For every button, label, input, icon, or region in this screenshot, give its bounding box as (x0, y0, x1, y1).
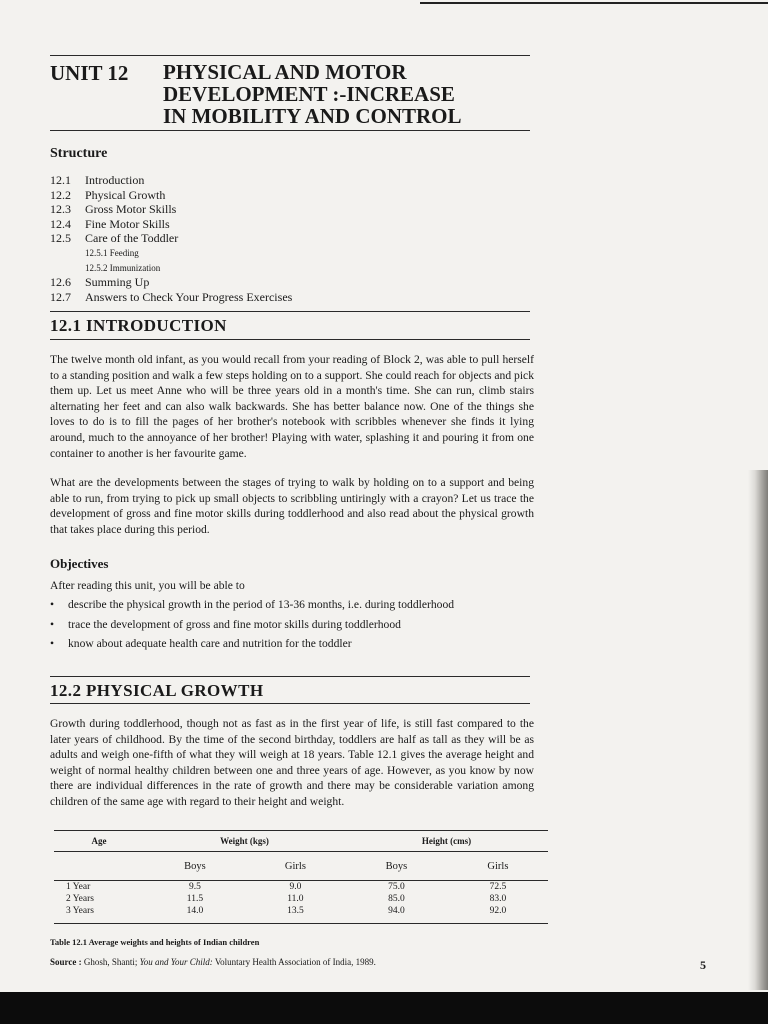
cell-age: 2 Years (66, 894, 94, 904)
header-height: Height (cms) (421, 836, 472, 846)
cell-age: 3 Years (66, 906, 94, 916)
table-header-rule (54, 851, 548, 852)
subheader-weight-boys: Boys (184, 860, 206, 872)
intro-top-rule (50, 311, 530, 312)
cell-age: 1 Year (66, 882, 91, 892)
growth-paragraph: Growth during toddlerhood, though not as fast as in the first year of life, is still fast compared to the later years of childhood. By the time of the second birthday, toddlers are half as tall as they will be as adults and weigh one-fifth of what they will weigh at 18 years. Table 12.1 gives the average height and weight of normal healthy children between one and three years of age. However, as you know by now there are individual differences in the rate of growth and there may be considerable variation among children of the same age with regard to their height and weight. (50, 717, 534, 808)
toc-number: 12.6 (50, 275, 71, 290)
header-age: Age (91, 836, 107, 846)
objectives-lead: After reading this unit, you will be able to (50, 579, 245, 592)
objective-text: know about adequate health care and nutrition for the toddler (68, 637, 352, 651)
unit-number: UNIT 12 (50, 61, 129, 85)
source-author: Ghosh, Shanti; (83, 957, 138, 967)
toc-number: 12.1 (50, 173, 71, 187)
toc-item (50, 231, 292, 246)
objectives-heading: Objectives (50, 556, 109, 571)
bullet-icon: • (50, 617, 55, 631)
cell-weight-boys: 9.5 (189, 882, 201, 892)
cell-height-girls: 83.0 (489, 894, 507, 904)
growth-heading: 12.2 PHYSICAL GROWTH (50, 681, 264, 700)
source-title: You and Your Child: (139, 957, 213, 967)
list-item (50, 618, 534, 633)
bullet-icon: • (50, 637, 55, 651)
list-item (50, 598, 534, 613)
toc-label: Answers to Check Your Progress Exercises (85, 289, 293, 304)
table-row (54, 893, 548, 905)
toc-label: Care of the Toddler (85, 231, 179, 246)
growth-table (54, 831, 548, 917)
list-item (50, 637, 534, 652)
toc-item (50, 202, 292, 217)
cell-weight-girls: 13.5 (287, 906, 304, 916)
cell-weight-boys: 14.0 (186, 906, 204, 916)
toc-item (50, 275, 292, 290)
unit-title-line-2: DEVELOPMENT :-INCREASE (163, 82, 455, 106)
unit-title-line-1: PHYSICAL AND MOTOR (163, 60, 407, 84)
cell-height-boys: 75.0 (388, 882, 405, 892)
intro-heading: 12.1 INTRODUCTION (50, 316, 227, 335)
subheader-height-girls: Girls (487, 860, 509, 872)
unit-title-line-3: IN MOBILITY AND CONTROL (163, 104, 462, 128)
intro-paragraph-1: The twelve month old infant, as you would recall from your reading of Block 2, was able to pull herself to a standing position and walk a few steps holding on to a support. She could reach for objects and pick them up. Let us meet Anne who will be three years old in a month's time. She can run, climb stairs alternating her feet and can also walk backwards. She has better balance now. One of the things she loves to do is to fill the pages of her brother's notebook with scribbles whenever she finds it lying around, much to the annoyance of her brother! Playing with water, splashing it and pouring it from one container to another is her favourite game. (50, 353, 534, 460)
table-source (50, 957, 376, 967)
cell-height-boys: 94.0 (388, 906, 405, 916)
toc-number: 12.7 (50, 289, 71, 304)
toc-label: Fine Motor Skills (85, 216, 170, 231)
toc-number: 12.2 (50, 187, 71, 202)
subheader-weight-girls: Girls (284, 860, 306, 872)
toc-label: Physical Growth (85, 187, 166, 202)
objective-text: describe the physical growth in the period of 13-36 months, i.e. during toddlerhood (68, 598, 455, 611)
objective-text: trace the development of gross and fine motor skills during toddlerhood (68, 617, 401, 631)
table-bottom-rule (54, 923, 548, 924)
table-subheader-row (54, 851, 548, 881)
toc-number: 12.5 (50, 231, 71, 246)
table-row (54, 905, 548, 917)
bottom-scan-band (0, 992, 768, 1024)
page-binding-shadow (748, 470, 768, 990)
header-weight: Weight (kgs) (220, 836, 269, 846)
table-caption: Table 12.1 Average weights and heights of Indian children (50, 937, 260, 947)
source-publisher: Voluntary Health Association of India, 1989. (214, 957, 376, 967)
toc-subitem: 12.5.2 Immunization (85, 262, 161, 273)
intro-bottom-rule (50, 339, 530, 340)
intro-paragraph-2: What are the developments between the stages of trying to walk by holding on to a support and being able to run, from trying to pick up small objects to scribbling untiringly with a crayon? Let us trace the development of gross and fine motor skills during toddlerhood and also read about the physical growth that takes place during this period. (50, 476, 534, 536)
header-top-rule (50, 55, 530, 56)
toc-item (50, 290, 292, 305)
toc-item (50, 173, 292, 188)
bullet-icon: • (50, 598, 55, 611)
cell-weight-girls: 11.0 (287, 894, 304, 904)
toc-label: Summing Up (85, 275, 150, 290)
cell-height-boys: 85.0 (388, 894, 405, 904)
top-edge-line (420, 2, 768, 4)
source-label: Source : (50, 957, 82, 967)
toc-number: 12.4 (50, 216, 71, 231)
cell-weight-boys: 11.5 (186, 894, 204, 904)
toc-item (50, 188, 292, 203)
structure-list (50, 173, 292, 304)
toc-item (50, 217, 292, 232)
page-number: 5 (700, 958, 706, 972)
toc-subitem: 12.5.1 Feeding (85, 247, 139, 258)
table-header-row (54, 831, 548, 851)
toc-number: 12.3 (50, 202, 71, 217)
table-subheader-rule (54, 880, 548, 881)
unit-title (163, 61, 462, 127)
cell-height-girls: 72.5 (489, 882, 507, 892)
subheader-height-boys: Boys (385, 860, 408, 872)
toc-label: Introduction (85, 173, 145, 187)
objectives-list (50, 598, 534, 657)
cell-weight-girls: 9.0 (289, 882, 302, 892)
header-bottom-rule (50, 130, 530, 131)
growth-top-rule (50, 676, 530, 677)
cell-height-girls: 92.0 (489, 906, 507, 916)
growth-bottom-rule (50, 703, 530, 704)
table-row (54, 881, 548, 893)
structure-heading: Structure (50, 146, 108, 161)
toc-label: Gross Motor Skills (85, 202, 177, 217)
